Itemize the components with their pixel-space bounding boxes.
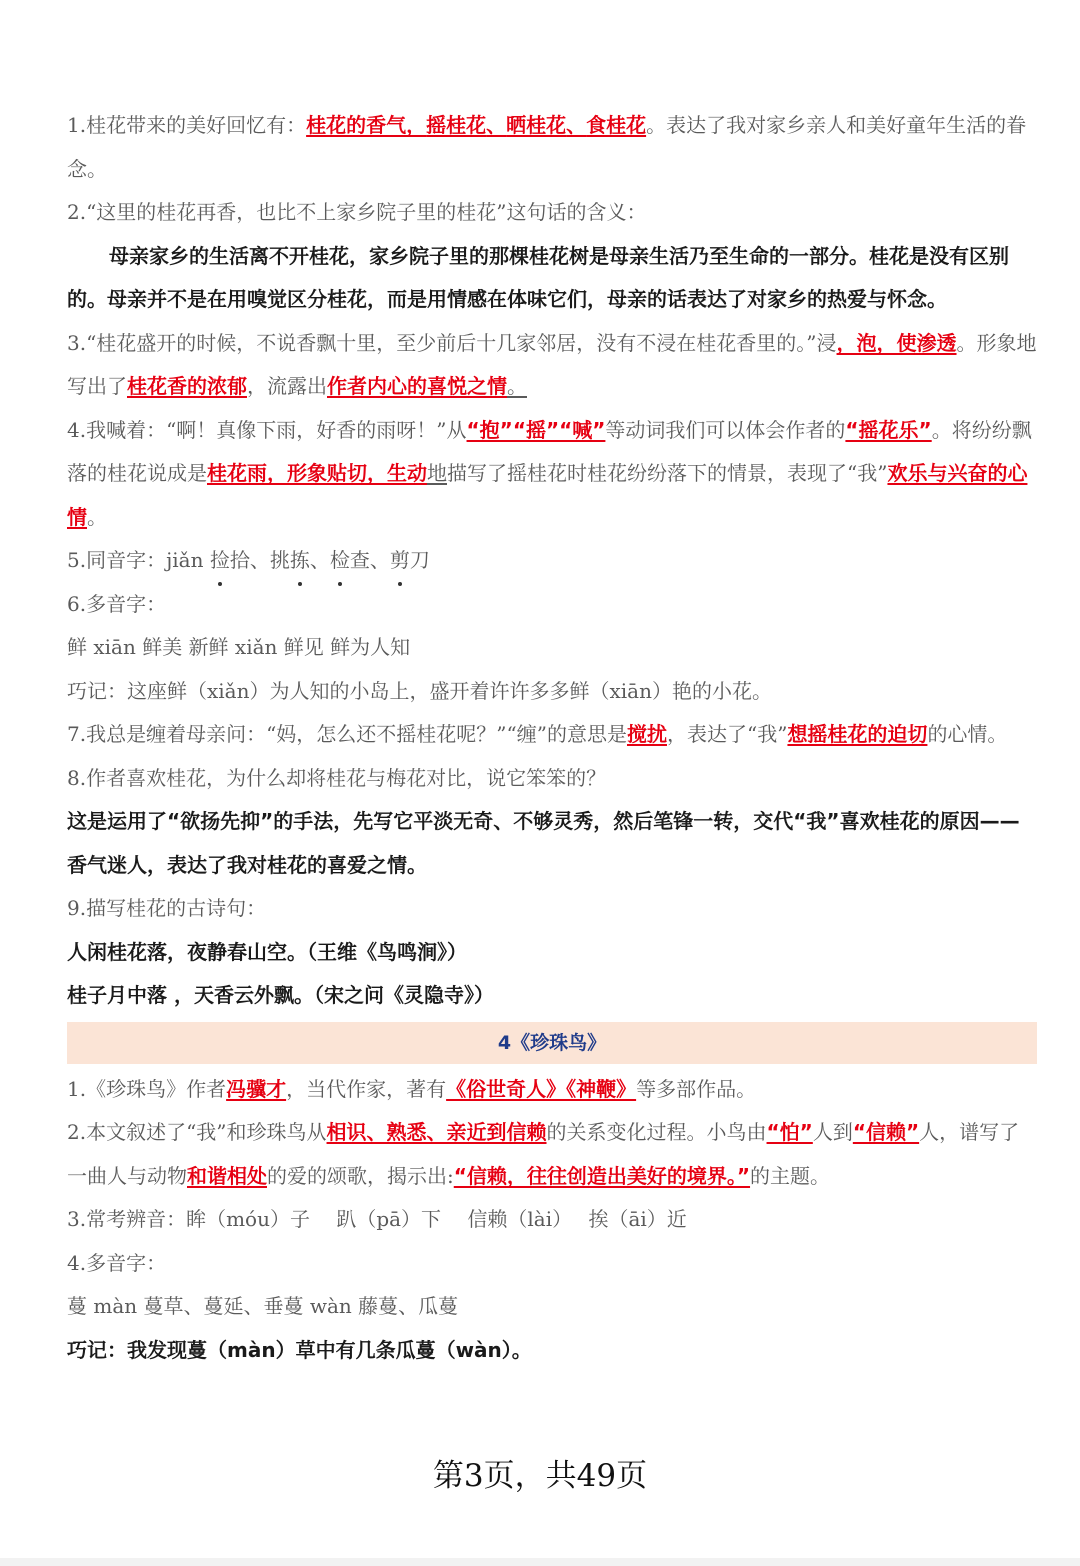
section-heading: 4《珍珠鸟》: [67, 1022, 1037, 1064]
item-1: 1.桂花带来的美好回忆有：桂花的香气，摇桂花、晒桂花、食桂花。表达了我对家乡亲人和美好童年生活的眷念。: [67, 113, 1027, 181]
item-5: 5.同音字：jiǎn 捡拾、挑拣、检查、剪刀: [67, 539, 1037, 583]
item-3: 3.“桂花盛开的时候，不说香飘十里，至少前后十几家邻居，没有不浸在桂花香里的。”浸，泡，使渗透。形象地写出了桂花香的浓郁，流露出作者内心的喜悦之情。: [67, 330, 1037, 398]
dotted-char: 检: [330, 539, 350, 583]
document-body: [67, 104, 1037, 1372]
poem-line-1: 人闲桂花落，夜静春山空。（王维《鸟鸣涧》）: [67, 939, 467, 964]
section-item-4-title: 4.多音字：: [67, 1250, 167, 1275]
item-2-question: 2.“这里的桂花再香，也比不上家乡院子里的桂花”这句话的含义：: [67, 200, 647, 224]
item-2-answer: 母亲家乡的生活离不开桂花，家乡院子里的那棵桂花树是母亲生活乃至生命的一部分。桂花是没有区别的。母亲并不是在用嗅觉区分桂花，而是用情感在体味它们，母亲的话表达了对家乡的热爱与怀念。: [67, 243, 1009, 311]
item-6-line: 鲜 xiān 鲜美 新鲜 xiǎn 鲜见 鲜为人知: [67, 635, 411, 659]
item-6-memo: 巧记：这座鲜（xiǎn）为人知的小岛上，盛开着许许多多鲜（xiān）艳的小花。: [67, 678, 772, 703]
item-4: 4.我喊着：“啊！真像下雨，好香的雨呀！”从“抱”“摇”“喊”等动词我们可以体会作者的“摇花乐”。将纷纷飘落的桂花说成是桂花雨，形象贴切，生动地描写了摇桂花时桂花纷纷落下的情景，表现了“我”欢乐与兴奋的心情。: [67, 417, 1032, 529]
dotted-char: 捡: [210, 539, 230, 583]
item-6-title: 6.多音字：: [67, 591, 167, 616]
item-7: 7.我总是缠着母亲问：“妈，怎么还不摇桂花呢？”“缠”的意思是搅扰，表达了“我”想摇桂花的迫切的心情。: [67, 722, 1008, 746]
dotted-char: 剪: [390, 539, 410, 583]
section-item-2: 2.本文叙述了“我”和珍珠鸟从相识、熟悉、亲近到信赖的关系变化过程。小鸟由“怕”人到“信赖”人，谱写了一曲人与动物和谐相处的爱的颂歌，揭示出:“信赖，往往创造出美好的境界。”的主题。: [67, 1120, 1020, 1188]
section-item-3: 3.常考辨音：眸（móu）子 趴（pā）下 信赖（lài） 挨（āi）近: [67, 1207, 687, 1231]
item-8-question: 8.作者喜欢桂花，为什么却将桂花与梅花对比，说它笨笨的？: [67, 765, 607, 790]
poem-line-2: 桂子月中落 ，天香云外飘。（宋之问《灵隐寺》）: [67, 983, 494, 1007]
section-item-1: 1.《珍珠鸟》作者冯骥才，当代作家，著有《俗世奇人》《神鞭》等多部作品。: [67, 1076, 757, 1101]
item-8-answer: 这是运用了“欲扬先抑”的手法，先写它平淡无奇、不够灵秀，然后笔锋一转，交代“我”喜欢桂花的原因——香气迷人，表达了我对桂花的喜爱之情。: [67, 809, 1020, 877]
item-9-title: 9.描写桂花的古诗句：: [67, 896, 267, 920]
section-item-4-line: 蔓 màn 蔓草、蔓延、垂蔓 wàn 藤蔓、瓜蔓: [67, 1294, 459, 1318]
section-item-4-memo: 巧记：我发现蔓（màn）草中有几条瓜蔓（wàn）。: [67, 1337, 532, 1362]
bottom-strip: [0, 1558, 1080, 1566]
dotted-char: 拣: [290, 539, 310, 583]
page-number: 第3页，共49页: [432, 1458, 648, 1494]
